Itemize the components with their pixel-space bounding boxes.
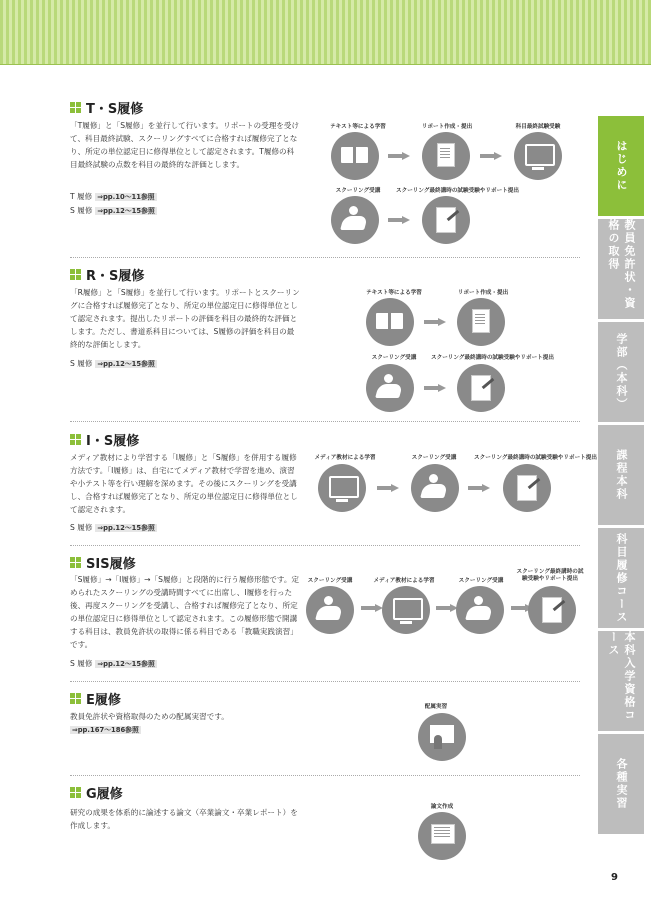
schooling-person-icon	[331, 196, 379, 244]
exam-monitor-icon	[514, 132, 562, 180]
section-heading	[70, 551, 590, 573]
tab-practicum[interactable]: 各種実習	[598, 734, 644, 834]
section-title: R・S履修	[86, 268, 145, 284]
reference-line: S 履修 ⇒pp.12〜15参照	[70, 359, 155, 368]
section-heading	[70, 263, 590, 285]
arrow-right-icon	[424, 318, 446, 326]
book-icon	[331, 132, 379, 180]
step-caption: スクーリング受講	[371, 355, 417, 361]
green-squares-icon	[70, 269, 81, 280]
section-heading	[70, 428, 590, 450]
header-rule	[0, 64, 651, 65]
step-caption: スクーリング受講	[335, 188, 381, 194]
page-reference-tag: ⇒pp.167〜186参照	[72, 726, 139, 734]
step-caption: 科目最終試験受験	[515, 124, 561, 130]
step-caption: 論文作成	[430, 804, 454, 810]
section-title: E履修	[86, 692, 121, 708]
arrow-right-icon	[480, 152, 502, 160]
reference-line: T 履修 ⇒pp.10〜11参照	[70, 192, 155, 201]
reference-line: S 履修 ⇒pp.12〜15参照	[70, 523, 155, 532]
exam-writing-icon	[422, 196, 470, 244]
tab-undergraduate[interactable]: 学部（本科）	[598, 322, 644, 422]
step-caption: スクーリング受講	[458, 578, 504, 584]
page-reference-tag: ⇒pp.12〜15参照	[97, 207, 155, 215]
section-title: SIS履修	[86, 556, 136, 572]
step-caption: リポート作成・提出	[457, 290, 509, 296]
section-sis	[70, 551, 590, 573]
step-caption: スクーリング受講	[307, 578, 353, 584]
page-reference-tag: ⇒pp.10〜11参照	[97, 193, 155, 201]
section-g	[70, 781, 590, 803]
media-monitor-icon	[382, 586, 430, 634]
page-reference-tag: ⇒pp.12〜15参照	[97, 660, 155, 668]
reference-line: S 履修 ⇒pp.12〜15参照	[70, 206, 155, 215]
page-reference-tag: ⇒pp.12〜15参照	[97, 524, 155, 532]
book-icon	[366, 298, 414, 346]
arrow-right-icon	[468, 484, 490, 492]
green-squares-icon	[70, 557, 81, 568]
green-squares-icon	[70, 787, 81, 798]
page-reference-tag: ⇒pp.12〜15参照	[97, 360, 155, 368]
step-caption: 配属実習	[424, 704, 448, 710]
step-caption: リポート作成・提出	[421, 124, 473, 130]
reference-line	[67, 723, 141, 736]
schooling-person-icon	[411, 464, 459, 512]
step-caption: メディア教材による学習	[373, 578, 435, 584]
step-caption: テキスト等による学習	[330, 124, 386, 130]
section-title: T・S履修	[86, 101, 144, 117]
report-paper-icon	[422, 132, 470, 180]
tab-hajimeni[interactable]: はじめに	[598, 116, 644, 216]
thesis-documents-icon	[418, 812, 466, 860]
media-monitor-icon	[318, 464, 366, 512]
section-divider	[70, 681, 580, 683]
tab-course-main[interactable]: 課程本科	[598, 425, 644, 525]
arrow-right-icon	[361, 604, 383, 612]
green-squares-icon	[70, 693, 81, 704]
step-caption: スクーリング最終講時の試験受験やリポート提出	[474, 455, 597, 461]
step-caption: メディア教材による学習	[314, 455, 376, 461]
section-body: 「T履修」と「S履修」を並行して行います。リポートの受理を受けて、科目最終試験、スクーリングすべてに合格すれば履修完了となり、所定の単位認定日に修得単位として認定されます。T履修の科目最終試験の点数を科目の最終的な評価とします。	[70, 121, 300, 169]
step-caption: テキスト等による学習	[366, 290, 422, 296]
schooling-person-icon	[456, 586, 504, 634]
practicum-teaching-icon	[418, 713, 466, 761]
schooling-person-icon	[366, 364, 414, 412]
green-squares-icon	[70, 102, 81, 113]
section-divider	[70, 257, 580, 259]
report-paper-icon	[457, 298, 505, 346]
section-title: G履修	[86, 786, 123, 802]
step-caption: スクーリング最終講時の試験受験やリポート提出	[396, 188, 519, 194]
section-heading	[70, 96, 590, 118]
section-body: 教員免許状や資格取得のための配属実習です。	[70, 712, 229, 721]
arrow-right-icon	[388, 152, 410, 160]
step-caption: スクーリング受講	[411, 455, 457, 461]
exam-writing-icon	[528, 586, 576, 634]
tab-subject-course[interactable]: 科目履修コース	[598, 528, 644, 628]
exam-writing-icon	[457, 364, 505, 412]
step-caption: スクーリング最終講時の試験受験やリポート提出	[516, 569, 584, 582]
section-is	[70, 428, 590, 450]
section-heading	[70, 781, 590, 803]
section-divider	[70, 421, 580, 423]
schooling-person-icon	[306, 586, 354, 634]
header-stripe-band	[0, 0, 651, 64]
step-caption: スクーリング最終講時の試験受験やリポート提出	[431, 355, 554, 361]
exam-writing-icon	[503, 464, 551, 512]
reference-line: S 履修 ⇒pp.12〜15参照	[70, 659, 155, 668]
page-number: 9	[611, 872, 618, 883]
tab-entrance-qualification[interactable]: 本科入学資格コース	[598, 631, 644, 731]
section-body: 「R履修」と「S履修」を並行して行います。リポートとスクーリングに合格すれば履修完了となり、所定の単位認定日に修得単位として認定されます。提出したリポートの評価を科目の最終的な評価とします。ただし、書道系科目については、S履修の評価を科目の最終的な評価とします。	[70, 288, 300, 349]
section-title: I・S履修	[86, 433, 140, 449]
section-body: メディア教材により学習する「I履修」と「S履修」を併用する履修方法です。「I履修」は、自宅にてメディア教材で学習を進め、演習や小テスト等を行い理解を深めます。その後にスクーリングを受講し、合格すれば履修完了となり、所定の単位認定日に修得単位として認定されます。	[70, 453, 298, 514]
arrow-right-icon	[424, 384, 446, 392]
tab-teacher-license[interactable]: 教員免許状・資格の取得	[598, 219, 644, 319]
section-divider	[70, 775, 580, 777]
section-divider	[70, 545, 580, 547]
section-rs	[70, 263, 590, 285]
section-e	[70, 687, 590, 709]
section-body: 研究の成果を体系的に論述する論文（卒業論文・卒業レポート）を作成します。	[70, 808, 298, 830]
section-heading	[70, 687, 590, 709]
arrow-right-icon	[377, 484, 399, 492]
green-squares-icon	[70, 434, 81, 445]
arrow-right-icon	[388, 216, 410, 224]
section-ts	[70, 96, 590, 118]
arrow-right-icon	[436, 604, 458, 612]
section-body: 「S履修」→「I履修」→「S履修」と段階的に行う履修形態です。定められたスクーリングの受講時間すべてに出席し、I履修を行った後、再度スクーリングを受講し、合格すれば履修完了となり、所定の単位認定日に修得単位として認定されます。この履修形態で開講する科目は、教員免許状の取得に係る科目である「教職実践演習」です。	[70, 575, 300, 649]
